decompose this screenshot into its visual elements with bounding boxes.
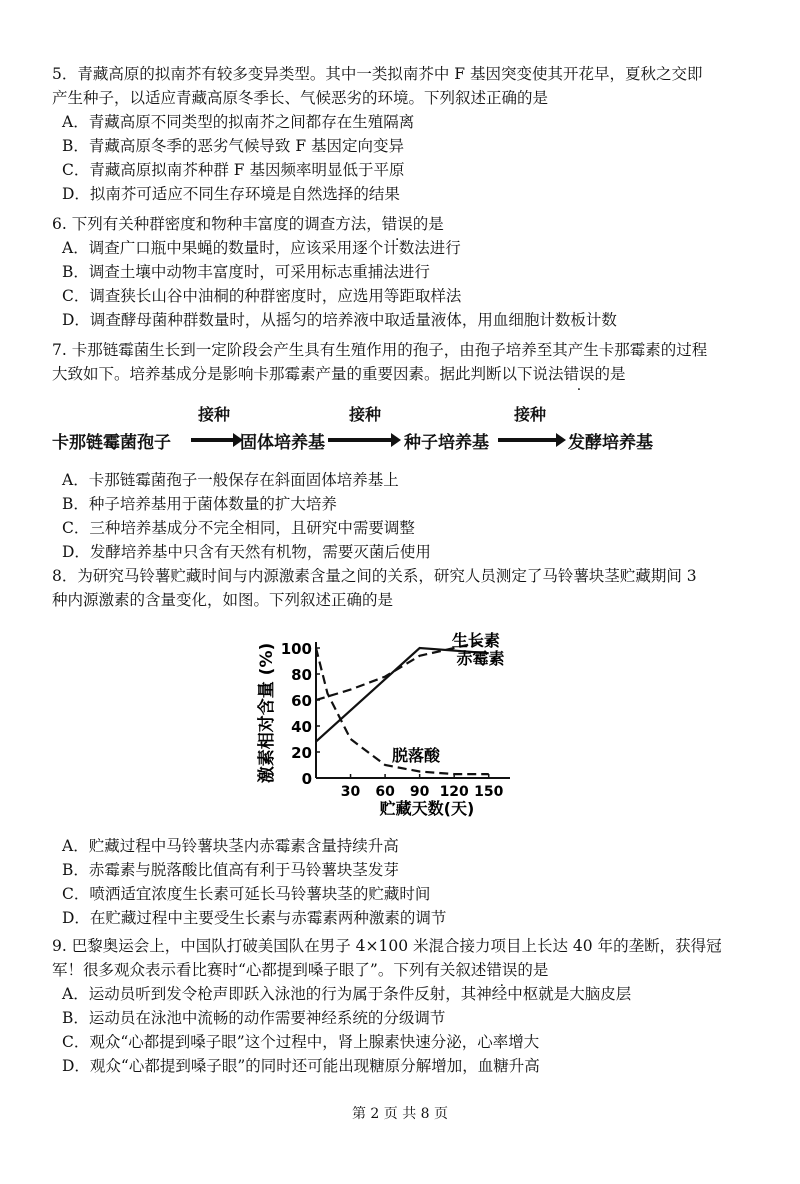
question-8-option-b: B．赤霉素与脱落酸比值高有利于马铃薯块茎发芽 <box>62 861 399 879</box>
x-tick-label: 30 <box>340 784 361 800</box>
flow-node-seed-medium: 种子培养基 <box>404 433 489 453</box>
culture-flow-diagram <box>52 398 764 462</box>
question-7-stem-pre: 大致如下。培养基成分是影响卡那霉素产量的重要因素。据此判断以下说法 <box>52 365 564 383</box>
flow-arrow-label-3: 接种 <box>514 405 547 424</box>
question-6-option-b: B．调查土壤中动物丰富度时，可采用标志重捕法进行 <box>62 263 430 281</box>
question-9-stem-post: 的是 <box>517 961 549 979</box>
flow-node-fermentation-medium: 发酵培养基 <box>568 433 653 453</box>
x-axis-title: 贮藏天数(天) <box>379 799 475 818</box>
hormone-content-chart <box>252 620 552 830</box>
question-6-option-c: C．调查狭长山谷中油桐的种群密度时，应选用等距取样法 <box>62 287 462 305</box>
question-7-option-b: B．种子培养基用于菌体数量的扩大培养 <box>62 495 337 513</box>
flow-arrow-1 <box>191 438 235 442</box>
question-8 <box>52 564 764 612</box>
flow-arrow-3 <box>498 438 558 442</box>
question-5 <box>52 62 764 206</box>
y-tick-label: 80 <box>291 666 312 684</box>
y-tick-label: 60 <box>291 692 312 710</box>
question-6-emphasis: 错误 <box>381 215 413 233</box>
y-axis-title: 激素相对含量 (%) <box>257 642 277 784</box>
question-8-options <box>52 834 764 930</box>
flow-node-solid-medium: 固体培养基 <box>240 433 325 453</box>
series-label-1: 生长素 <box>451 631 500 650</box>
question-7-stem-line2 <box>52 362 764 386</box>
question-6-stem-pre: 6. 下列有关种群密度和物种丰富度的调查方法， <box>52 215 382 233</box>
y-tick-label: 0 <box>301 770 312 788</box>
question-6-option-a: A．调查广口瓶中果蝇的数量时，应该采用逐个计数法进行 <box>62 239 461 257</box>
question-5-stem-line2: 产生种子，以适应青藏高原冬季长、气候恶劣的环境。下列叙述正确的是 <box>52 89 549 107</box>
question-9-stem-pre: 军！很多观众表示看比赛时“心都提到嗓子眼了”。下列有关叙述 <box>52 961 487 979</box>
chart-labels <box>256 631 505 818</box>
question-7 <box>52 338 764 386</box>
flow-arrow-label-1: 接种 <box>198 405 231 424</box>
question-8-option-d: D．在贮藏过程中主要受生长素与赤霉素两种激素的调节 <box>62 909 447 927</box>
question-9-emphasis: 错误 <box>486 961 518 979</box>
question-5-option-b: B．青藏高原冬季的恶劣气候导致 F 基因定向变异 <box>62 137 405 155</box>
page-footer: 第 2 页 共 8 页 <box>351 1106 449 1122</box>
question-8-stem-line1: 8．为研究马铃薯贮藏时间与内源激素含量之间的关系，研究人员测定了马铃薯块茎贮藏期间 3 <box>52 567 697 585</box>
question-9-option-d: D．观众“心都提到嗓子眼”的同时还可能出现糖原分解增加，血糖升高 <box>62 1057 540 1075</box>
question-7-emphasis: 错误 <box>563 365 595 383</box>
question-7-option-d: D．发酵培养基中只含有天然有机物，需要灭菌后使用 <box>62 543 431 561</box>
question-6-stem-post: 的是 <box>412 215 444 233</box>
y-tick-label: 20 <box>291 744 312 762</box>
question-7-option-a: A．卡那链霉菌孢子一般保存在斜面固体培养基上 <box>62 471 399 489</box>
question-8-stem-line2: 种内源激素的含量变化，如图。下列叙述正确的是 <box>52 591 394 609</box>
question-6 <box>52 212 764 332</box>
question-5-option-d: D．拟南芥可适应不同生存环境是自然选择的结果 <box>62 185 400 203</box>
question-7-option-c: C．三种培养基成分不完全相同，且研究中需要调整 <box>62 519 415 537</box>
question-9-stem-line2 <box>52 958 764 982</box>
question-9-option-a: A．运动员听到发令枪声即跃入泳池的行为属于条件反射，其神经中枢就是大脑皮层 <box>62 985 632 1003</box>
question-5-option-a: A．青藏高原不同类型的拟南芥之间都存在生殖隔离 <box>62 113 415 131</box>
question-6-option-d: D．调查酵母菌种群数量时，从摇匀的培养液中取适量液体，用血细胞计数板计数 <box>62 311 617 329</box>
x-tick-label: 90 <box>409 784 430 800</box>
flow-arrow-2 <box>328 438 393 442</box>
y-tick-label: 40 <box>291 718 312 736</box>
series-label-3: 脱落酸 <box>392 746 441 765</box>
x-tick-label: 120 <box>439 784 469 800</box>
question-7-stem-post: 的是 <box>594 365 626 383</box>
question-9-option-b: B．运动员在泳池中流畅的动作需要神经系统的分级调节 <box>62 1009 446 1027</box>
question-7-stem-line1: 7. 卡那链霉菌生长到一定阶段会产生具有生殖作用的孢子，由孢子培养至其产生卡那霉素的过程 <box>52 341 708 359</box>
question-5-stem-line1: 5．青藏高原的拟南芥有较多变异类型。其中一类拟南芥中 F 基因突变使其开花早，夏秋之交即 <box>52 65 703 83</box>
question-9-option-c: C．观众“心都提到嗓子眼”这个过程中，肾上腺素快速分泌，心率增大 <box>62 1033 540 1051</box>
question-7-options <box>52 468 764 564</box>
flow-arrow-label-2: 接种 <box>349 405 382 424</box>
y-tick-label: 100 <box>280 640 312 658</box>
series-label-2: 赤霉素 <box>456 649 505 668</box>
x-tick-label: 60 <box>375 784 395 800</box>
question-9 <box>52 934 764 1078</box>
question-8-option-a: A．贮藏过程中马铃薯块茎内赤霉素含量持续升高 <box>62 837 399 855</box>
question-6-stem <box>52 212 764 236</box>
question-9-stem-line1: 9. 巴黎奥运会上，中国队打破美国队在男子 4×100 米混合接力项目上长达 40 年的垄断，获得冠 <box>52 937 722 955</box>
question-8-option-c: C．喷洒适宜浓度生长素可延长马铃薯块茎的贮藏时间 <box>62 885 431 903</box>
flow-node-spore: 卡那链霉菌孢子 <box>52 433 171 453</box>
question-5-option-c: C．青藏高原拟南芥种群 F 基因频率明显低于平原 <box>62 161 405 179</box>
x-tick-label: 150 <box>474 784 504 800</box>
